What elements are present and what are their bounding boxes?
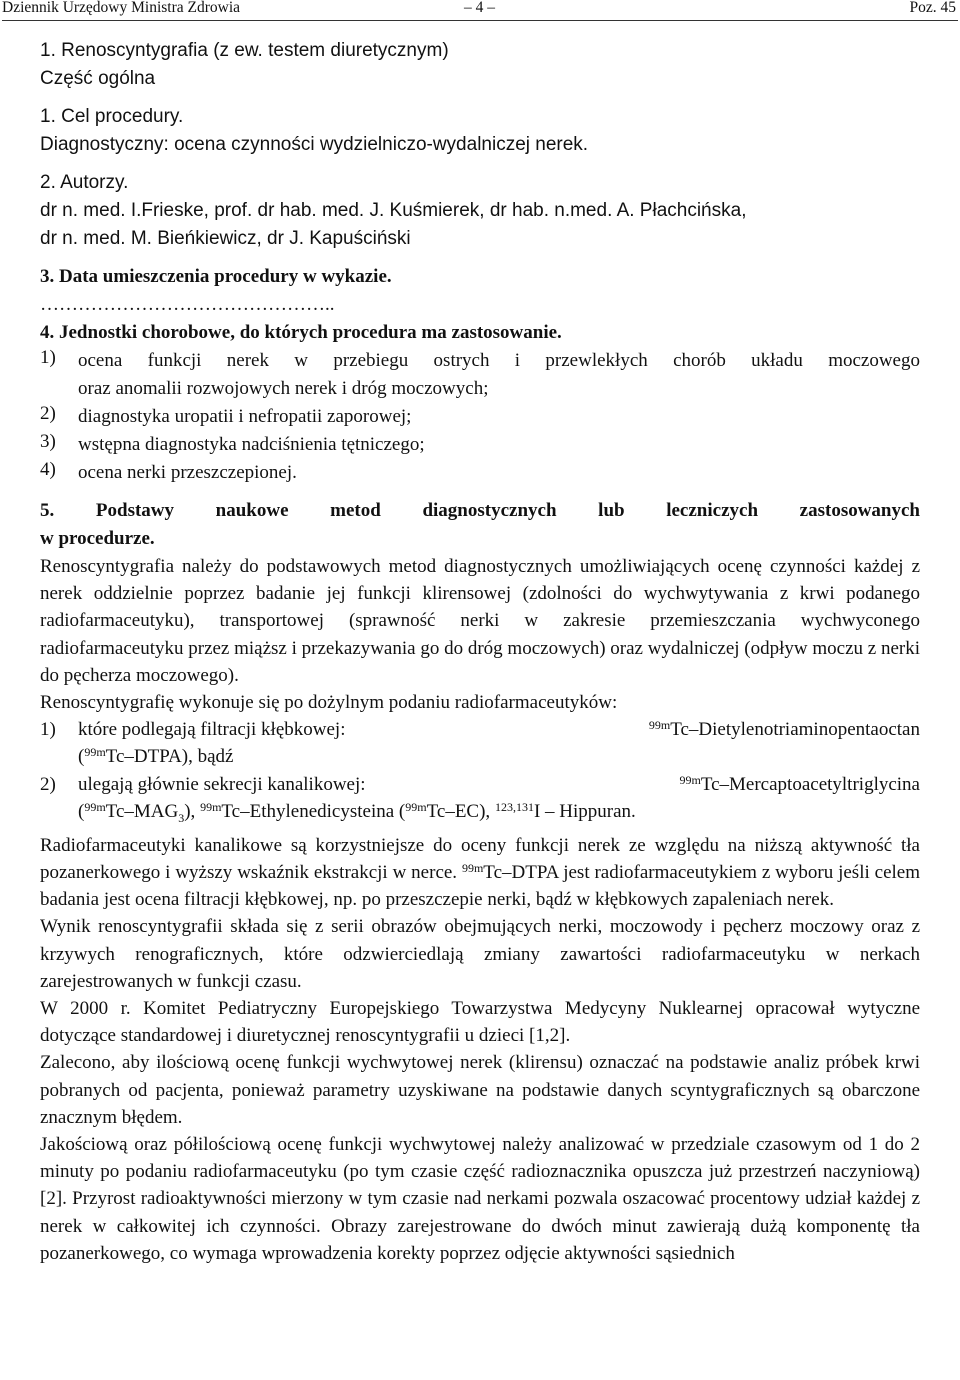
paragraph: Jakościową oraz półilościową ocenę funkcji wychwytowej należy analizować w przedziale czasowym od 1 do 2 minuty po podaniu radiofarmaceutyku (po tym czasie część radioznacznika opuszcza już przestrzeń naczyniową) [2]. Przyrost radioaktywności mierzony w tym czasie nad nerkami pozwala oszacować procentowy udział każdej z nerek w całkowitej ich czynności. Obrazy zarejestrowane do dwóch minut zawierają dużą komponentę tła pozanerkowego, co wymaga wprowadzenia korekty poprzez odjęcie aktywności sąsiednich (40, 1134, 920, 1264)
list-text: ocena funkcji nerek w przebiegu ostrych i przewlekłych chorób układu moczowego (78, 350, 920, 371)
section-1-heading: 1. Cel procedury. (40, 106, 184, 127)
date-placeholder-dots: ……………………………………….. (40, 294, 335, 315)
page-header (2, 0, 958, 21)
isotope-mass: 99m (461, 861, 484, 876)
list-number: 4) (40, 459, 56, 480)
document-subtitle: Część ogólna (40, 68, 156, 89)
section-5-heading: 5. Podstawy naukowe metod diagnostycznych lub leczniczych zastosowanych (40, 500, 920, 521)
paragraph: Renoscyntygrafię wykonuje się po dożylnym podaniu radiofarmaceutyków: (40, 692, 618, 714)
radiopharmaceutical-item-2 (40, 771, 920, 832)
paragraph-text: Tc–DTPA jest radiofarmaceutykiem z wyboru jeśli celem badania jest ocena filtracji kłębkowej, np. po przeszczepie nerki, bądź w kłębkowych zapaleniach nerek. (40, 862, 920, 911)
list-text-continued: oraz anomalii rozwojowych nerek i dróg moczowych; (78, 378, 489, 399)
compound-abbrev: Tc–DTPA), bądź (105, 746, 234, 768)
paragraph: W 2000 r. Komitet Pediatryczny Europejskiego Towarzystwa Medycyny Nuklearnej opracował wytyczne dotyczące standardowej i diuretycznej renoscyntygrafii u dzieci [1,2]. (40, 998, 920, 1047)
separator: ), (184, 800, 196, 822)
journal-name: Dziennik Urzędowy Ministra Zdrowia (2, 0, 241, 16)
section-4-heading: 4. Jednostki chorobowe, do których procedura ma zastosowanie. (40, 322, 562, 343)
document-body (40, 32, 920, 1267)
isotope-mass: 99m (84, 745, 106, 760)
isotope-mass: 99m (648, 718, 671, 733)
paragraph: Zalecono, aby ilościową ocenę funkcji wychwytowej nerek (klirensu) oznaczać na podstawie analiz próbek krwi pobranych od pacjenta, ponieważ parametry uzyskiwane na podstawie danych scyntygraficznych są obarczone znacznym błędem. (40, 1052, 920, 1128)
list-text: wstępna diagnostyka nadciśnienia tętniczego; (78, 434, 425, 455)
subscript: 3 (178, 810, 185, 825)
paren: ( (78, 746, 85, 768)
compound-abbrev: Tc–EC), (426, 800, 491, 822)
document-title: 1. Renoscyntygrafia (z ew. testem diuretycznym) (40, 40, 449, 61)
list-number: 3) (40, 431, 56, 452)
compound-name: I – Hippuran. (533, 800, 636, 822)
paren: ( (78, 800, 85, 822)
list-text: ulegają głównie sekrecji kanalikowej: (78, 773, 366, 795)
section-1-text: Diagnostyczny: ocena czynności wydzielniczo-wydalniczej nerek. (40, 134, 589, 155)
list-text: które podlegają filtracji kłębkowej: (78, 719, 346, 741)
section-5-heading-continued: w procedurze. (40, 528, 155, 549)
section-5-body (40, 553, 920, 1267)
isotope-mass: 99m (405, 799, 427, 814)
list-text: ocena nerki przeszczepionej. (78, 462, 297, 483)
position-number: Poz. 45 (909, 0, 956, 16)
compound-name: Tc–Dietylenotriaminopentaoctan (670, 719, 920, 741)
authors-line-2: dr n. med. M. Bieńkiewicz, dr J. Kapuściński (40, 228, 411, 249)
page-number: – 4 – (464, 0, 495, 16)
isotope-mass: 123,131 (494, 799, 534, 814)
paragraph: Renoscyntygrafia należy do podstawowych metod diagnostycznych umożliwiających ocenę czynności każdej z nerek oddzielnie poprzez badanie jej funkcji klirensowej (zdolności do wychwytywania z krwi podanego radiofarmaceutyku), transportowej (sprawność nerki w zakresie przemieszczania wychwyconego radiofarmaceutyku przez miąższ i przekazywania go do dróg moczowych) oraz wydalniczej (odpływ moczu z nerki do pęcherza moczowego). (40, 556, 920, 686)
section-3-heading: 3. Data umieszczenia procedury w wykazie. (40, 266, 392, 287)
list-item (40, 431, 920, 459)
authors-line-1: dr n. med. I.Frieske, prof. dr hab. med. J. Kuśmierek, dr hab. n.med. A. Płachcińska, (40, 200, 747, 221)
list-item (40, 347, 920, 403)
isotope-mass: 99m (200, 799, 222, 814)
radiopharmaceutical-item-1 (40, 716, 920, 770)
section-2-heading: 2. Autorzy. (40, 172, 129, 193)
list-text: diagnostyka uropatii i nefropatii zaporowej; (78, 406, 412, 427)
list-number: 1) (40, 347, 56, 368)
list-number: 2) (40, 403, 56, 424)
compound-abbrev: Tc–MAG (105, 800, 179, 822)
list-item (40, 459, 920, 487)
paragraph (40, 832, 920, 914)
paragraph: Wynik renoscyntygrafii składa się z serii obrazów obejmujących nerki, moczowody i pęcherz moczowy oraz z krzywych renograficznych, które odzwierciedlają zmiany zawartości radiofarmaceutyku w nerkach zarejestrowanych w funkcji czasu. (40, 916, 920, 992)
isotope-mass: 99m (84, 799, 106, 814)
paragraph-text: Radiofarmaceutyki kanalikowe są korzystniejsze do oceny funkcji nerek ze względu na niższą aktywność tła pozanerkowego i wyższy wskaźnik ekstrakcji w nerce. (40, 834, 920, 884)
list-item (40, 403, 920, 431)
compound-name: Tc–Ethylenedicysteina ( (221, 800, 406, 822)
compound-name: Tc–Mercaptoacetyltriglycina (700, 773, 920, 795)
isotope-mass: 99m (679, 772, 701, 787)
list-number: 1) (40, 719, 56, 741)
list-number: 2) (40, 773, 56, 795)
